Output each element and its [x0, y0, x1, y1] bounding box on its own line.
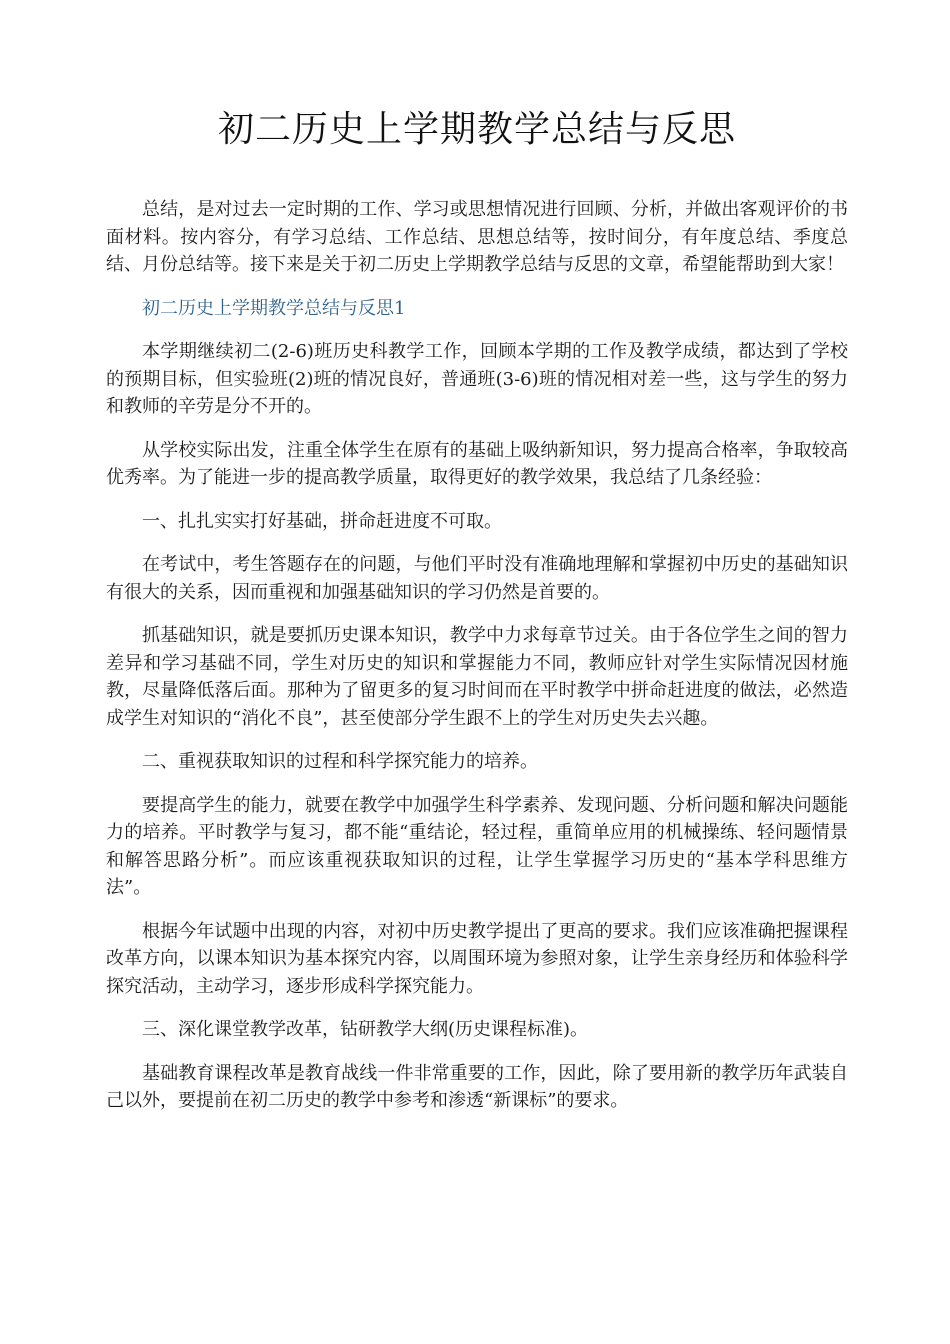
- body-paragraph: 从学校实际出发，注重全体学生在原有的基础上吸纳新知识，努力提高合格率，争取较高优秀率。为了能进一步的提高教学质量，取得更好的教学效果，我总结了几条经验：: [106, 439, 848, 488]
- point-heading-3: 三、深化课堂教学改革，钻研教学大纲(历史课程标准)。: [142, 1019, 589, 1040]
- body-paragraph: 在考试中，考生答题存在的问题，与他们平时没有准确地理解和掌握初中历史的基础知识有很大的关系，因而重视和加强基础知识的学习仍然是首要的。: [106, 554, 848, 603]
- body-paragraph: 本学期继续初二(2-6)班历史科教学工作，回顾本学期的工作及教学成绩，都达到了学校的预期目标，但实验班(2)班的情况良好，普通班(3-6)班的情况相对差一些，这与学生的努力和教师的辛劳是分不开的。: [106, 341, 848, 417]
- document-title: 初二历史上学期教学总结与反思: [217, 109, 736, 150]
- point-heading-2: 二、重视获取知识的过程和科学探究能力的培养。: [142, 751, 538, 772]
- document-body: [106, 196, 848, 1131]
- body-paragraph: 根据今年试题中出现的内容，对初中历史教学提出了更高的要求。我们应该准确把握课程改革方向，以课本知识为基本探究内容，以周围环境为参照对象，让学生亲身经历和体验科学探究活动，主动学习，逐步形成科学探究能力。: [106, 920, 848, 997]
- body-paragraph: 要提高学生的能力，就要在教学中加强学生科学素养、发现问题、分析问题和解决问题能力的培养。平时教学与复习，都不能“重结论，轻过程，重简单应用的机械操练、轻问题情景和解答思路分析”。而应该重视获取知识的过程，让学生掌握学习历史的“基本学科思维方法”。: [106, 794, 848, 898]
- point-heading-1: 一、扎扎实实打好基础，拼命赶进度不可取。: [142, 510, 502, 532]
- body-paragraph: 基础教育课程改革是教育战线一件非常重要的工作，因此，除了要用新的教学历年武装自己以外，要提前在初二历史的教学中参考和渗透“新课标”的要求。: [106, 1062, 848, 1111]
- intro-paragraph: 总结，是对过去一定时期的工作、学习或思想情况进行回顾、分析，并做出客观评价的书面材料。按内容分，有学习总结、工作总结、思想总结等，按时间分，有年度总结、季度总结、月份总结等。接下来是关于初二历史上学期教学总结与反思的文章，希望能帮助到大家！: [106, 199, 848, 275]
- body-paragraph: 抓基础知识，就是要抓历史课本知识，教学中力求每章节过关。由于各位学生之间的智力差异和学习基础不同，学生对历史的知识和掌握能力不同，教师应针对学生实际情况因材施教，尽量降低落后面。那种为了留更多的复习时间而在平时教学中拼命赶进度的做法，必然造成学生对知识的“消化不良”，甚至使部分学生跟不上的学生对历史失去兴趣。: [106, 625, 848, 729]
- section-heading: 初二历史上学期教学总结与反思1: [142, 297, 406, 319]
